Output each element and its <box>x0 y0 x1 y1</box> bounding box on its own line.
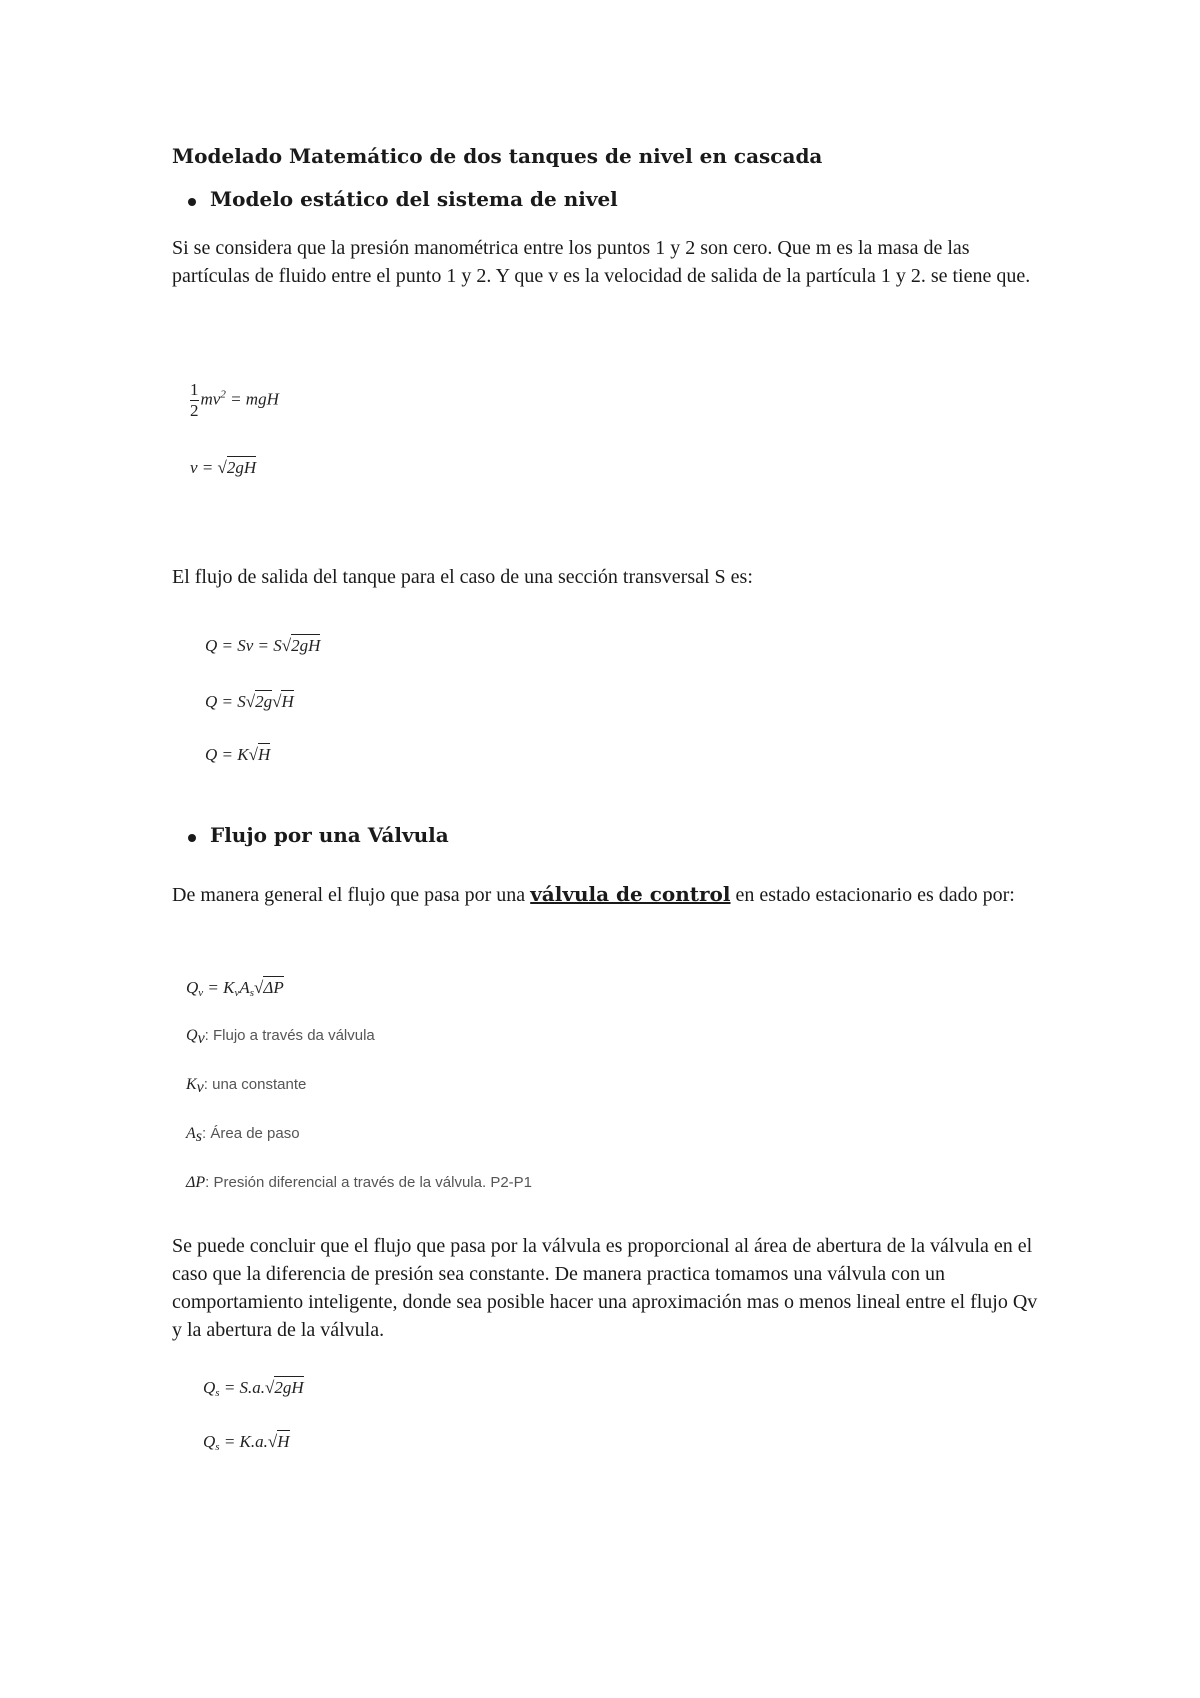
fraction-one-half: $\frac{1}{2}$ <box>190 380 199 420</box>
equation-flow-1: Q = Sv = S√2gH <box>205 636 321 655</box>
paragraph-outflow: El flujo de salida del tanque para el caso de una sección transversal S es: <box>172 566 753 588</box>
section-heading-text: Modelo estático del sistema de nivel <box>210 187 618 211</box>
section-heading-valve-flow <box>210 823 449 847</box>
bullet-icon <box>188 198 196 206</box>
paragraph-conclusion: Se puede concluir que el flujo que pasa por la válvula es proporcional al área de abertura de la válvula en el caso que la diferencia de presión sea constante. De manera practica tomamos una válvula con un comportamiento inteligente, donde sea posible hacer una aproximación mas o menos lineal entre el flujo Qv y la abertura de la válvula. <box>172 1235 1038 1341</box>
paragraph-valve: De manera general el flujo que pasa por una válvula de control en estado estacionario es dado por: <box>172 882 1015 906</box>
paragraph-intro: Si se considera que la presión manométrica entre los puntos 1 y 2 son cero. Que m es la masa de las partículas de fluido entre el punto 1 y 2. Y que v es la velocidad de salida de la partícula 1 y 2. se tiene que. <box>172 237 1031 287</box>
definition-kv: Kv: una constante <box>186 1076 307 1096</box>
section-heading-static-model <box>210 187 618 211</box>
definition-qv: Qv: Flujo a través da válvula <box>186 1027 375 1047</box>
valve-control-link[interactable]: válvula de control <box>530 882 731 906</box>
equation-energy: $\frac{1}{2}$ $mv^2$ = mgH <box>190 380 279 420</box>
bullet-icon <box>188 834 196 842</box>
equation-velocity: v = √2gH <box>190 458 257 477</box>
sqrt-icon: √ <box>267 1432 278 1451</box>
definition-delta-p: ΔP: Presión diferencial a través de la válvula. P2-P1 <box>186 1174 533 1191</box>
sqrt-icon: √ <box>281 636 292 655</box>
sqrt-icon: √ <box>272 692 282 711</box>
document-title: Modelado Matemático de dos tanques de nivel en cascada <box>172 144 823 168</box>
equation-valve: $Q_v = K_vA_s√\Delta P$ <box>186 978 284 999</box>
sqrt-icon: √ <box>248 745 258 764</box>
sqrt-icon: √ <box>217 458 227 477</box>
equation-qs-2: $Q_s = K.a.√H$ <box>203 1432 290 1453</box>
section-heading-text: Flujo por una Válvula <box>210 823 449 847</box>
sqrt-icon: √ <box>245 692 256 711</box>
equation-flow-2: Q = S√2g√H <box>205 692 294 711</box>
equation-qs-1: $Q_s = S.a.√2gH$ <box>203 1378 304 1399</box>
equation-flow-3: Q = K√H <box>205 745 271 764</box>
sqrt-icon: √ <box>265 1378 275 1397</box>
definition-as: As: Área de paso <box>186 1125 300 1145</box>
sqrt-icon: √ <box>254 978 264 997</box>
